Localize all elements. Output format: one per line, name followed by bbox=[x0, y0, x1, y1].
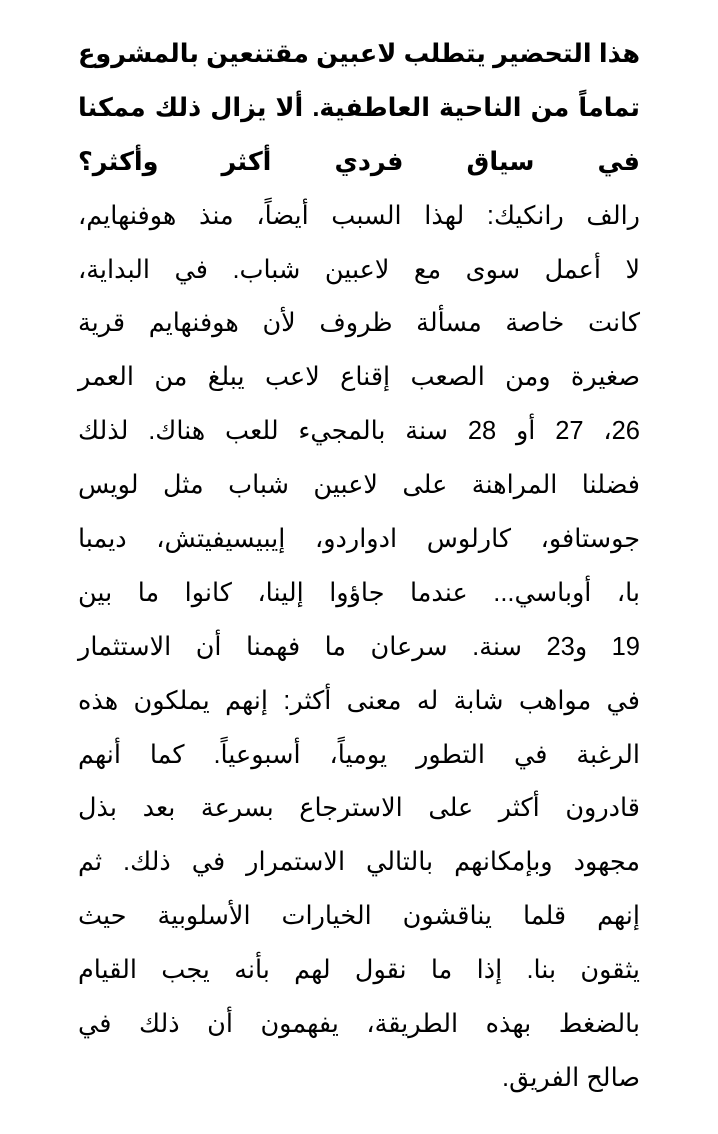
answer-line: بالضغط بهذه الطريقة، يفهمون أن ذلك في bbox=[78, 1010, 640, 1039]
answer-line: رالف رانكيك: لهذا السبب أيضاً، منذ هوفنهايم، bbox=[78, 201, 640, 230]
answer-line: فضلنا المراهنة على لاعبين شباب مثل لويس bbox=[78, 471, 640, 500]
answer-line: يثقون بنا. إذا ما نقول لهم بأنه يجب القيام bbox=[78, 956, 640, 985]
answer-line: صالح الفريق. bbox=[501, 1063, 640, 1092]
answer-line: با، أوباسي... عندما جاؤوا إلينا، كانوا ما بين bbox=[78, 578, 640, 607]
answer-line: في مواهب شابة له معنى أكثر: إنهم يملكون هذه bbox=[78, 686, 640, 715]
article-text bbox=[78, 28, 640, 1106]
answer-line: صغيرة ومن الصعب إقناع لاعب يبلغ من العمر bbox=[78, 363, 640, 392]
answer-line: 19 و23 سنة. سرعان ما فهمنا أن الاستثمار bbox=[78, 632, 640, 661]
answer-line: جوستافو، كارلوس ادواردو، إيبيسيفيتش، ديمبا bbox=[78, 525, 640, 554]
question-line: في سياق فردي أكثر وأكثر؟ bbox=[78, 147, 640, 176]
question-line: تماماً من الناحية العاطفية. ألا يزال ذلك ممكنا bbox=[78, 93, 640, 122]
answer-line: الرغبة في التطور يومياً، أسبوعياً. كما أنهم bbox=[78, 740, 640, 769]
interview-question bbox=[78, 28, 640, 190]
answer-line: إنهم قلما يناقشون الخيارات الأسلوبية حيث bbox=[78, 902, 640, 931]
answer-line: قادرون أكثر على الاسترجاع بسرعة بعد بذل bbox=[78, 794, 640, 823]
question-line: هذا التحضير يتطلب لاعبين مقتنعين بالمشروع bbox=[78, 40, 640, 68]
interview-answer bbox=[78, 190, 640, 1106]
answer-line: 26، 27 أو 28 سنة بالمجيء للعب هناك. لذلك bbox=[78, 417, 640, 446]
answer-line: مجهود وبإمكانهم بالتالي الاستمرار في ذلك. ثم bbox=[78, 848, 640, 877]
answer-line: كانت خاصة مسألة ظروف لأن هوفنهايم قرية bbox=[78, 309, 640, 338]
answer-line: لا أعمل سوى مع لاعبين شباب. في البداية، bbox=[78, 255, 640, 284]
